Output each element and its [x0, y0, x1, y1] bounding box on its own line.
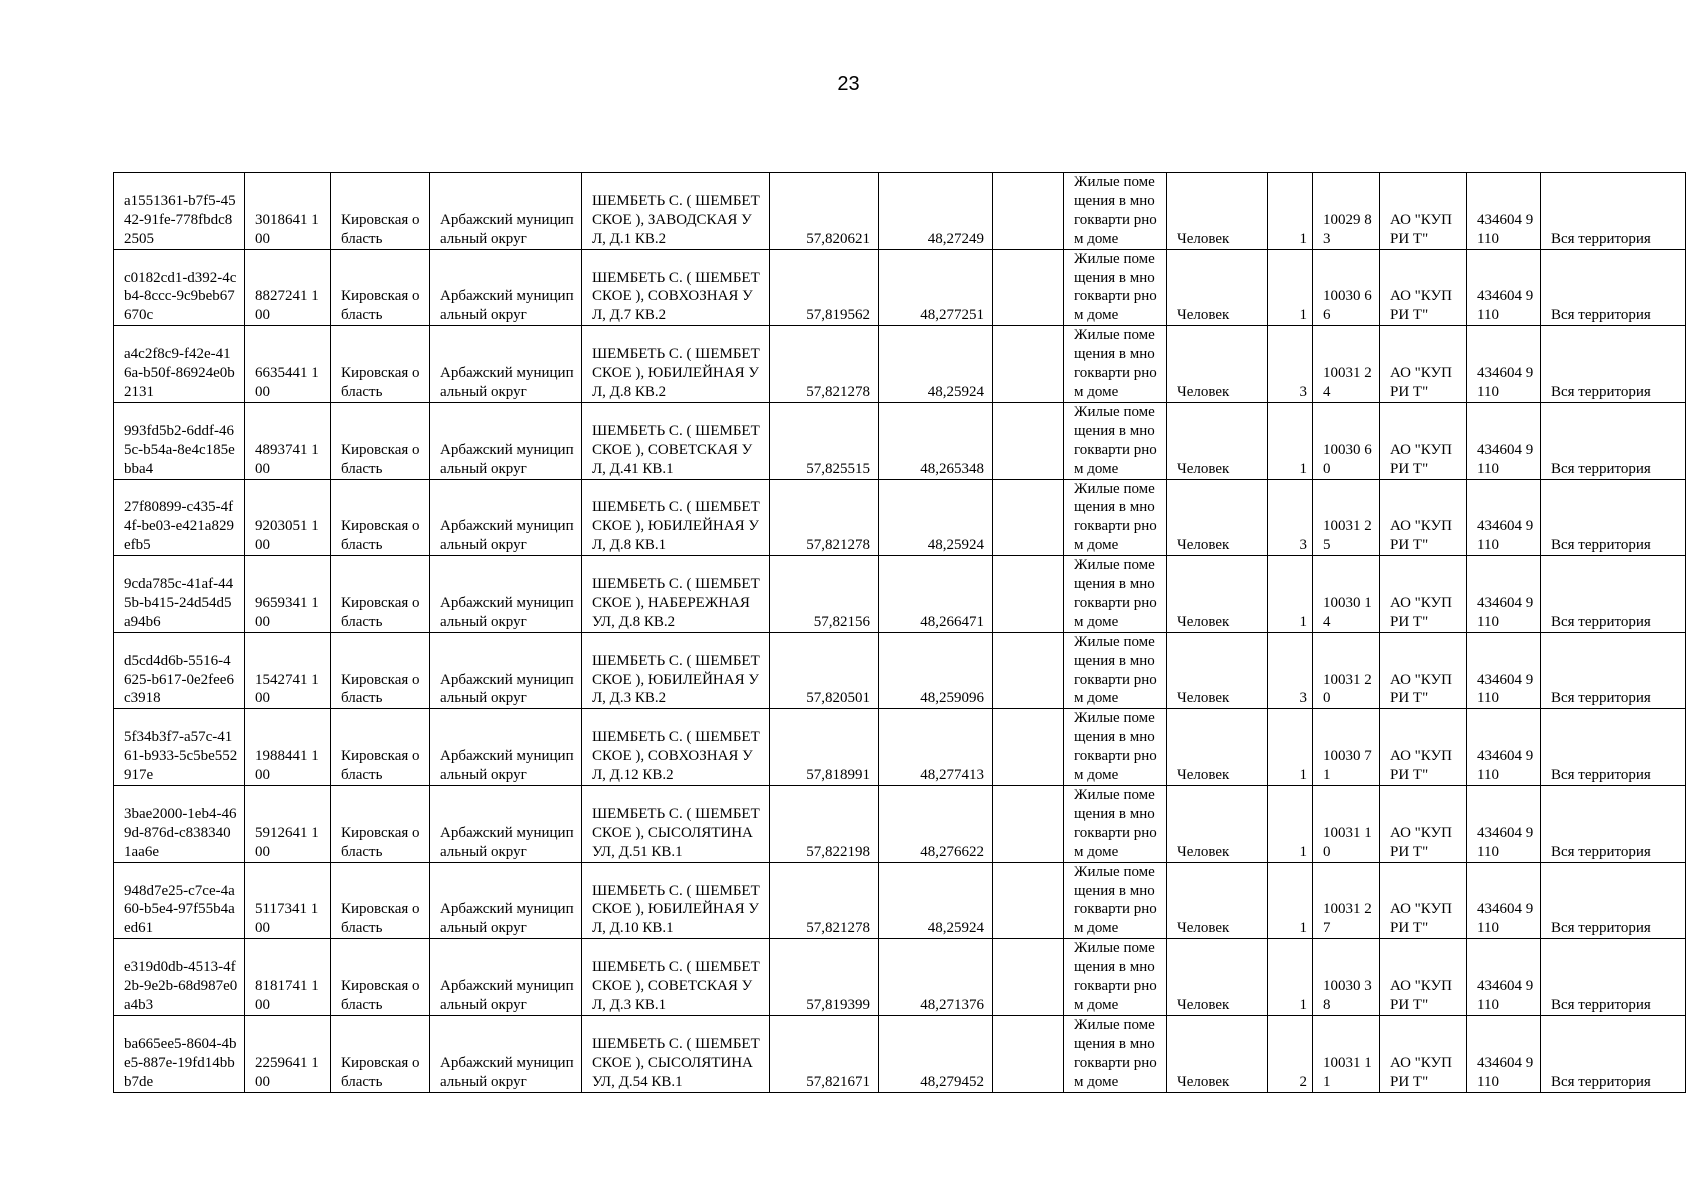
cell-region: Кировская область — [331, 173, 430, 250]
cell-inn: 434604 9110 — [1467, 632, 1541, 709]
cell-count: 1 — [1268, 402, 1313, 479]
cell-longitude: 48,279452 — [879, 1015, 993, 1092]
table-row — [114, 632, 1686, 709]
cell-latitude: 57,821278 — [770, 479, 879, 556]
cell-id: e319d0db-4513-4f2b-9e2b-68d987e0a4b3 — [114, 939, 245, 1016]
cell-premises-type: Жилые помещения в многокварти рном доме — [1064, 402, 1167, 479]
cell-latitude: 57,821278 — [770, 862, 879, 939]
table-row — [114, 326, 1686, 403]
cell-unit: Человек — [1167, 709, 1268, 786]
cell-inn: 434604 9110 — [1467, 709, 1541, 786]
cell-code: 6635441 100 — [245, 326, 331, 403]
cell-premises-type: Жилые помещения в многокварти рном доме — [1064, 862, 1167, 939]
cell-region: Кировская область — [331, 862, 430, 939]
cell-id: 3bae2000-1eb4-469d-876d-c8383401aa6e — [114, 786, 245, 863]
cell-number: 10030 60 — [1313, 402, 1380, 479]
cell-address: ШЕМБЕТЬ С. ( ШЕМБЕТСКОЕ ), ЮБИЛЕЙНАЯ УЛ, Д.8 КВ.2 — [582, 326, 770, 403]
cell-unit: Человек — [1167, 556, 1268, 633]
cell-id: 993fd5b2-6ddf-465c-b54a-8e4c185ebba4 — [114, 402, 245, 479]
cell-id: d5cd4d6b-5516-4625-b617-0e2fee6c3918 — [114, 632, 245, 709]
cell-id: 5f34b3f7-a57c-4161-b933-5c5be552917e — [114, 709, 245, 786]
cell-longitude: 48,265348 — [879, 402, 993, 479]
cell-empty — [993, 709, 1064, 786]
cell-empty — [993, 556, 1064, 633]
cell-district: Арбажский муниципальный округ — [430, 709, 582, 786]
cell-inn: 434604 9110 — [1467, 249, 1541, 326]
cell-territory: Вся территория — [1541, 862, 1686, 939]
cell-district: Арбажский муниципальный округ — [430, 249, 582, 326]
cell-latitude: 57,821278 — [770, 326, 879, 403]
table-row — [114, 249, 1686, 326]
cell-region: Кировская область — [331, 402, 430, 479]
cell-code: 9659341 100 — [245, 556, 331, 633]
cell-number: 10031 24 — [1313, 326, 1380, 403]
cell-address: ШЕМБЕТЬ С. ( ШЕМБЕТСКОЕ ), СОВЕТСКАЯ УЛ, Д.3 КВ.1 — [582, 939, 770, 1016]
cell-address: ШЕМБЕТЬ С. ( ШЕМБЕТСКОЕ ), СЫСОЛЯТИНА УЛ, Д.54 КВ.1 — [582, 1015, 770, 1092]
cell-empty — [993, 402, 1064, 479]
cell-premises-type: Жилые помещения в многокварти рном доме — [1064, 556, 1167, 633]
cell-district: Арбажский муниципальный округ — [430, 326, 582, 403]
table-row — [114, 862, 1686, 939]
cell-unit: Человек — [1167, 249, 1268, 326]
cell-premises-type: Жилые помещения в многокварти рном доме — [1064, 249, 1167, 326]
cell-region: Кировская область — [331, 1015, 430, 1092]
cell-latitude: 57,821671 — [770, 1015, 879, 1092]
cell-district: Арбажский муниципальный округ — [430, 556, 582, 633]
cell-count: 3 — [1268, 479, 1313, 556]
cell-inn: 434604 9110 — [1467, 402, 1541, 479]
cell-organization: АО "КУПРИ Т" — [1380, 709, 1467, 786]
cell-longitude: 48,266471 — [879, 556, 993, 633]
cell-longitude: 48,277413 — [879, 709, 993, 786]
cell-organization: АО "КУПРИ Т" — [1380, 326, 1467, 403]
cell-number: 10031 27 — [1313, 862, 1380, 939]
cell-organization: АО "КУПРИ Т" — [1380, 402, 1467, 479]
cell-address: ШЕМБЕТЬ С. ( ШЕМБЕТСКОЕ ), СЫСОЛЯТИНА УЛ, Д.51 КВ.1 — [582, 786, 770, 863]
cell-region: Кировская область — [331, 632, 430, 709]
cell-region: Кировская область — [331, 709, 430, 786]
cell-territory: Вся территория — [1541, 1015, 1686, 1092]
cell-empty — [993, 479, 1064, 556]
table-row — [114, 402, 1686, 479]
cell-unit: Человек — [1167, 402, 1268, 479]
cell-count: 2 — [1268, 1015, 1313, 1092]
cell-address: ШЕМБЕТЬ С. ( ШЕМБЕТСКОЕ ), ЮБИЛЕЙНАЯ УЛ, Д.10 КВ.1 — [582, 862, 770, 939]
cell-longitude: 48,27249 — [879, 173, 993, 250]
table-row — [114, 173, 1686, 250]
cell-territory: Вся территория — [1541, 326, 1686, 403]
cell-number: 10029 83 — [1313, 173, 1380, 250]
page-number: 23 — [837, 73, 860, 95]
cell-id: 9cda785c-41af-445b-b415-24d54d5a94b6 — [114, 556, 245, 633]
cell-number: 10030 66 — [1313, 249, 1380, 326]
cell-region: Кировская область — [331, 479, 430, 556]
table-row — [114, 939, 1686, 1016]
cell-code: 1988441 100 — [245, 709, 331, 786]
cell-code: 9203051 100 — [245, 479, 331, 556]
cell-longitude: 48,25924 — [879, 326, 993, 403]
cell-empty — [993, 173, 1064, 250]
cell-organization: АО "КУПРИ Т" — [1380, 249, 1467, 326]
cell-code: 4893741 100 — [245, 402, 331, 479]
cell-longitude: 48,277251 — [879, 249, 993, 326]
cell-count: 1 — [1268, 173, 1313, 250]
cell-organization: АО "КУПРИ Т" — [1380, 173, 1467, 250]
cell-premises-type: Жилые помещения в многокварти рном доме — [1064, 786, 1167, 863]
cell-longitude: 48,25924 — [879, 862, 993, 939]
cell-district: Арбажский муниципальный округ — [430, 1015, 582, 1092]
cell-code: 8181741 100 — [245, 939, 331, 1016]
cell-organization: АО "КУПРИ Т" — [1380, 479, 1467, 556]
cell-number: 10031 10 — [1313, 786, 1380, 863]
cell-region: Кировская область — [331, 326, 430, 403]
cell-inn: 434604 9110 — [1467, 786, 1541, 863]
cell-organization: АО "КУПРИ Т" — [1380, 939, 1467, 1016]
cell-latitude: 57,820501 — [770, 632, 879, 709]
cell-longitude: 48,271376 — [879, 939, 993, 1016]
cell-number: 10031 20 — [1313, 632, 1380, 709]
cell-inn: 434604 9110 — [1467, 1015, 1541, 1092]
cell-code: 8827241 100 — [245, 249, 331, 326]
cell-district: Арбажский муниципальный округ — [430, 786, 582, 863]
cell-count: 1 — [1268, 249, 1313, 326]
cell-district: Арбажский муниципальный округ — [430, 402, 582, 479]
cell-territory: Вся территория — [1541, 709, 1686, 786]
cell-territory: Вся территория — [1541, 479, 1686, 556]
cell-inn: 434604 9110 — [1467, 173, 1541, 250]
cell-organization: АО "КУПРИ Т" — [1380, 1015, 1467, 1092]
table-row — [114, 786, 1686, 863]
cell-district: Арбажский муниципальный округ — [430, 862, 582, 939]
cell-number: 10030 71 — [1313, 709, 1380, 786]
cell-district: Арбажский муниципальный округ — [430, 173, 582, 250]
cell-unit: Человек — [1167, 326, 1268, 403]
cell-empty — [993, 632, 1064, 709]
cell-latitude: 57,820621 — [770, 173, 879, 250]
cell-count: 1 — [1268, 556, 1313, 633]
cell-address: ШЕМБЕТЬ С. ( ШЕМБЕТСКОЕ ), ЮБИЛЕЙНАЯ УЛ, Д.8 КВ.1 — [582, 479, 770, 556]
cell-count: 3 — [1268, 326, 1313, 403]
cell-inn: 434604 9110 — [1467, 862, 1541, 939]
cell-unit: Человек — [1167, 862, 1268, 939]
cell-organization: АО "КУПРИ Т" — [1380, 786, 1467, 863]
cell-premises-type: Жилые помещения в многокварти рном доме — [1064, 173, 1167, 250]
cell-number: 10031 25 — [1313, 479, 1380, 556]
cell-territory: Вся территория — [1541, 632, 1686, 709]
cell-premises-type: Жилые помещения в многокварти рном доме — [1064, 939, 1167, 1016]
cell-unit: Человек — [1167, 479, 1268, 556]
cell-region: Кировская область — [331, 249, 430, 326]
cell-number: 10031 11 — [1313, 1015, 1380, 1092]
cell-unit: Человек — [1167, 632, 1268, 709]
cell-empty — [993, 1015, 1064, 1092]
cell-empty — [993, 249, 1064, 326]
cell-count: 1 — [1268, 862, 1313, 939]
cell-region: Кировская область — [331, 786, 430, 863]
cell-territory: Вся территория — [1541, 402, 1686, 479]
cell-number: 10030 14 — [1313, 556, 1380, 633]
cell-premises-type: Жилые помещения в многокварти рном доме — [1064, 709, 1167, 786]
cell-code: 2259641 100 — [245, 1015, 331, 1092]
cell-premises-type: Жилые помещения в многокварти рном доме — [1064, 632, 1167, 709]
cell-inn: 434604 9110 — [1467, 326, 1541, 403]
cell-territory: Вся территория — [1541, 556, 1686, 633]
cell-latitude: 57,82156 — [770, 556, 879, 633]
cell-latitude: 57,818991 — [770, 709, 879, 786]
cell-latitude: 57,819562 — [770, 249, 879, 326]
cell-empty — [993, 786, 1064, 863]
table-row — [114, 479, 1686, 556]
cell-longitude: 48,259096 — [879, 632, 993, 709]
cell-territory: Вся территория — [1541, 939, 1686, 1016]
cell-latitude: 57,819399 — [770, 939, 879, 1016]
cell-id: 948d7e25-c7ce-4a60-b5e4-97f55b4aed61 — [114, 862, 245, 939]
cell-code: 3018641 100 — [245, 173, 331, 250]
cell-longitude: 48,276622 — [879, 786, 993, 863]
cell-premises-type: Жилые помещения в многокварти рном доме — [1064, 479, 1167, 556]
cell-empty — [993, 326, 1064, 403]
cell-inn: 434604 9110 — [1467, 479, 1541, 556]
cell-premises-type: Жилые помещения в многокварти рном доме — [1064, 1015, 1167, 1092]
cell-unit: Человек — [1167, 786, 1268, 863]
cell-region: Кировская область — [331, 556, 430, 633]
cell-id: 27f80899-c435-4f4f-be03-e421a829efb5 — [114, 479, 245, 556]
cell-address: ШЕМБЕТЬ С. ( ШЕМБЕТСКОЕ ), СОВЕТСКАЯ УЛ, Д.41 КВ.1 — [582, 402, 770, 479]
cell-territory: Вся территория — [1541, 786, 1686, 863]
cell-premises-type: Жилые помещения в многокварти рном доме — [1064, 326, 1167, 403]
cell-district: Арбажский муниципальный округ — [430, 632, 582, 709]
cell-latitude: 57,822198 — [770, 786, 879, 863]
cell-organization: АО "КУПРИ Т" — [1380, 556, 1467, 633]
data-table — [113, 172, 1686, 1093]
cell-count: 1 — [1268, 709, 1313, 786]
cell-address: ШЕМБЕТЬ С. ( ШЕМБЕТСКОЕ ), ЮБИЛЕЙНАЯ УЛ, Д.3 КВ.2 — [582, 632, 770, 709]
cell-address: ШЕМБЕТЬ С. ( ШЕМБЕТСКОЕ ), ЗАВОДСКАЯ УЛ, Д.1 КВ.2 — [582, 173, 770, 250]
cell-address: ШЕМБЕТЬ С. ( ШЕМБЕТСКОЕ ), СОВХОЗНАЯ УЛ, Д.7 КВ.2 — [582, 249, 770, 326]
cell-empty — [993, 862, 1064, 939]
cell-number: 10030 38 — [1313, 939, 1380, 1016]
cell-unit: Человек — [1167, 1015, 1268, 1092]
cell-district: Арбажский муниципальный округ — [430, 939, 582, 1016]
cell-unit: Человек — [1167, 173, 1268, 250]
cell-id: a4c2f8c9-f42e-416a-b50f-86924e0b2131 — [114, 326, 245, 403]
cell-id: a1551361-b7f5-4542-91fe-778fbdc82505 — [114, 173, 245, 250]
table-row — [114, 1015, 1686, 1092]
cell-count: 1 — [1268, 939, 1313, 1016]
table-body — [114, 173, 1686, 1093]
cell-empty — [993, 939, 1064, 1016]
cell-code: 1542741 100 — [245, 632, 331, 709]
cell-district: Арбажский муниципальный округ — [430, 479, 582, 556]
cell-organization: АО "КУПРИ Т" — [1380, 632, 1467, 709]
cell-code: 5912641 100 — [245, 786, 331, 863]
cell-inn: 434604 9110 — [1467, 556, 1541, 633]
cell-count: 1 — [1268, 786, 1313, 863]
cell-id: c0182cd1-d392-4cb4-8ccc-9c9beb67670c — [114, 249, 245, 326]
cell-inn: 434604 9110 — [1467, 939, 1541, 1016]
cell-latitude: 57,825515 — [770, 402, 879, 479]
cell-unit: Человек — [1167, 939, 1268, 1016]
cell-code: 5117341 100 — [245, 862, 331, 939]
cell-territory: Вся территория — [1541, 173, 1686, 250]
cell-longitude: 48,25924 — [879, 479, 993, 556]
table-row — [114, 709, 1686, 786]
cell-region: Кировская область — [331, 939, 430, 1016]
cell-territory: Вся территория — [1541, 249, 1686, 326]
cell-organization: АО "КУПРИ Т" — [1380, 862, 1467, 939]
cell-address: ШЕМБЕТЬ С. ( ШЕМБЕТСКОЕ ), НАБЕРЕЖНАЯ УЛ, Д.8 КВ.2 — [582, 556, 770, 633]
cell-id: ba665ee5-8604-4be5-887e-19fd14bbb7de — [114, 1015, 245, 1092]
cell-count: 3 — [1268, 632, 1313, 709]
cell-address: ШЕМБЕТЬ С. ( ШЕМБЕТСКОЕ ), СОВХОЗНАЯ УЛ, Д.12 КВ.2 — [582, 709, 770, 786]
table-row — [114, 556, 1686, 633]
